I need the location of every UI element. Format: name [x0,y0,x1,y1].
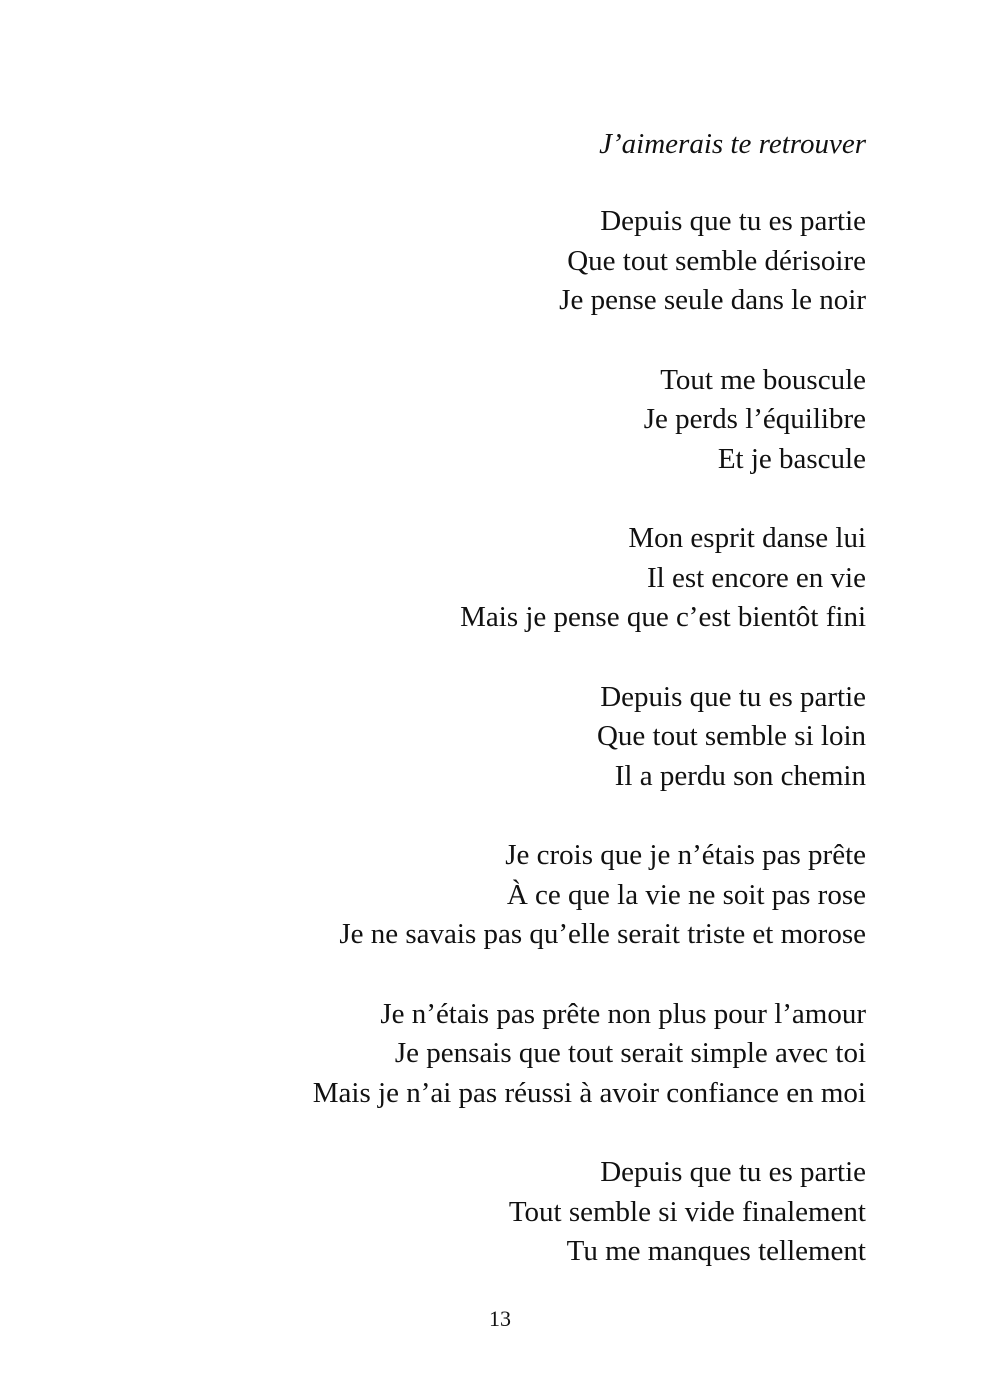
poem-line: Depuis que tu es partie [600,1156,866,1188]
poem-line: Et je bascule [717,442,866,475]
poem [106,124,866,1312]
stanza-1 [106,202,866,321]
stanza-4 [106,678,866,797]
poem-line: Je ne savais pas qu’elle serait triste et morose [339,918,866,950]
poem-line: Depuis que tu es partie [600,680,866,713]
poem-line: Je pense seule dans le noir [559,284,866,316]
poem-line: Tu me manques tellement [566,1235,866,1267]
poem-line: Tout me bouscule [660,363,866,396]
poem-title: J’aimerais te retrouver [599,128,866,160]
stanza-7 [106,1153,866,1272]
poem-line: À ce que la vie ne soit pas rose [506,878,866,911]
poem-line: Que tout semble dérisoire [567,244,866,277]
stanza-2 [106,361,866,480]
poem-line: Je crois que je n’étais pas prête [505,839,866,871]
poem-line: Mais je pense que c’est bientôt fini [460,601,866,633]
poem-line: Il a perdu son chemin [614,759,866,792]
poem-line: Il est encore en vie [646,561,866,594]
poem-line: Je perds l’équilibre [643,403,866,435]
poem-line: Que tout semble si loin [596,720,866,752]
page-number: 13 [489,1306,511,1331]
stanza-3 [106,519,866,638]
poem-line: Je pensais que tout serait simple avec toi [394,1037,866,1069]
stanza-6 [106,995,866,1114]
poem-line: Depuis que tu es partie [600,205,866,237]
stanza-5 [106,836,866,955]
poem-line: Mais je n’ai pas réussi à avoir confiance en moi [312,1076,866,1109]
poem-line: Je n’étais pas prête non plus pour l’amour [380,997,866,1030]
poem-line: Tout semble si vide finalement [508,1195,866,1228]
poem-line: Mon esprit danse lui [628,522,866,554]
